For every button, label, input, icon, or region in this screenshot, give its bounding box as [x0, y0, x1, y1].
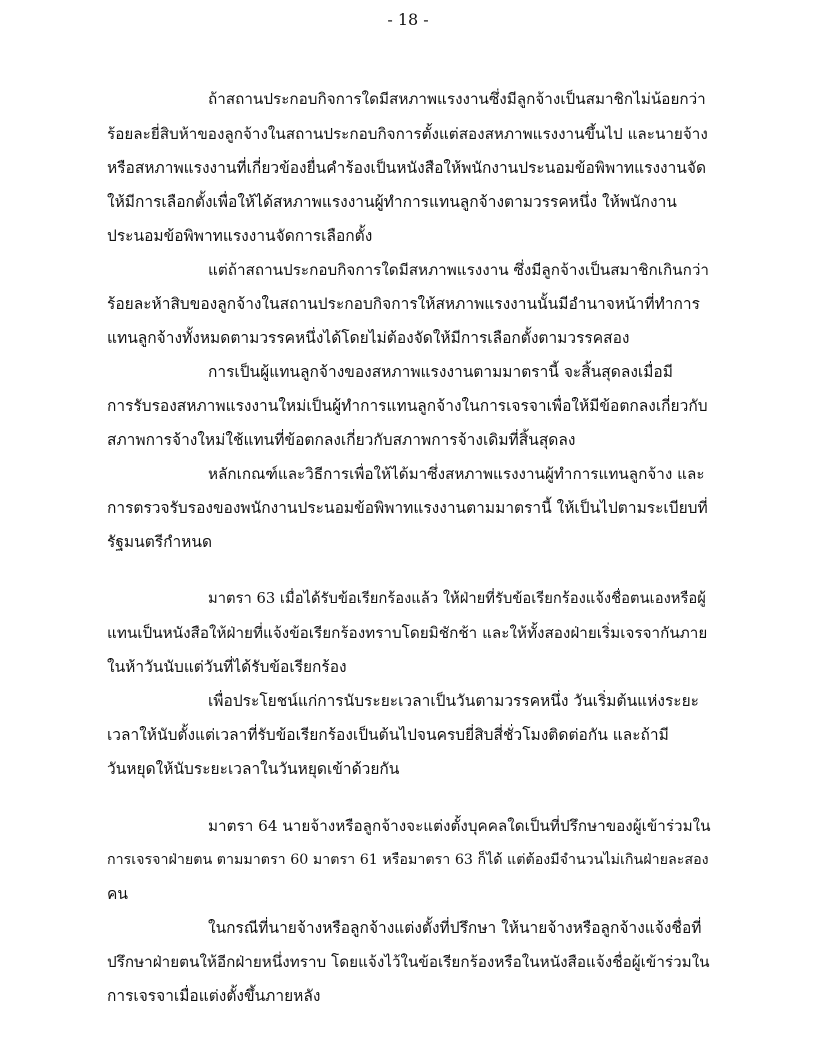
- text-line: มาตรา 64 นายจ้างหรือลูกจ้างจะแต่งตั้งบุคคลใดเป็นที่ปรึกษาของผู้เข้าร่วมใน: [208, 817, 711, 835]
- text-line: คน: [107, 885, 128, 903]
- text-line: หลักเกณฑ์และวิธีการเพื่อให้ได้มาซึ่งสหภาพแรงงานผู้ทำการแทนลูกจ้าง และ: [208, 465, 705, 483]
- text-line: เวลาให้นับตั้งแต่เวลาที่รับข้อเรียกร้องเป็นต้นไปจนครบยี่สิบสี่ชั่วโมงติดต่อกัน และถ้ามี: [107, 726, 669, 744]
- text-line: แต่ถ้าสถานประกอบกิจการใดมีสหภาพแรงงาน ซึ่งมีลูกจ้างเป็นสมาชิกเกินกว่า: [208, 261, 709, 279]
- text-line: สภาพการจ้างใหม่ใช้แทนที่ข้อตกลงเกี่ยวกับสภาพการจ้างเดิมที่สิ้นสุดลง: [107, 431, 576, 449]
- text-line: ประนอมข้อพิพาทแรงงานจัดการเลือกตั้ง: [107, 227, 373, 245]
- text-line: ให้มีการเลือกตั้งเพื่อให้ได้สหภาพแรงงานผู้ทำการแทนลูกจ้างตามวรรคหนึ่ง ให้พนักงาน: [107, 193, 677, 211]
- text-line: เพื่อประโยชน์แก่การนับระยะเวลาเป็นวันตามวรรคหนึ่ง วันเริ่มต้นแห่งระยะ: [208, 692, 700, 710]
- text-line: การรับรองสหภาพแรงงานใหม่เป็นผู้ทำการแทนลูกจ้างในการเจรจาเพื่อให้มีข้อตกลงเกี่ยวกับ: [107, 397, 708, 415]
- text-line: รัฐมนตรีกำหนด: [107, 533, 213, 551]
- text-line: มาตรา 63 เมื่อได้รับข้อเรียกร้องแล้ว ให้ฝ่ายที่รับข้อเรียกร้องแจ้งชื่อตนเองหรือผู้: [208, 590, 706, 607]
- text-line: ปรึกษาฝ่ายตนให้อีกฝ่ายหนึ่งทราบ โดยแจ้งไว้ในข้อเรียกร้องหรือในหนังสือแจ้งชื่อผู้เข้าร่วมใน: [107, 953, 710, 971]
- page-number: - 18 -: [387, 10, 429, 29]
- text-line: การเจรจาฝ่ายตน ตามมาตรา 60 มาตรา 61 หรือมาตรา 63 ก็ได้ แต่ต้องมีจำนวนไม่เกินฝ่ายละสอง: [107, 852, 709, 868]
- text-line: ถ้าสถานประกอบกิจการใดมีสหภาพแรงงานซึ่งมีลูกจ้างเป็นสมาชิกไม่น้อยกว่า: [208, 90, 706, 108]
- text-line: การตรวจรับรองของพนักงานประนอมข้อพิพาทแรงงานตามมาตรานี้ ให้เป็นไปตามระเบียบที่: [107, 499, 708, 517]
- text-line: ในห้าวันนับแต่วันที่ได้รับข้อเรียกร้อง: [107, 658, 347, 676]
- text-line: การเป็นผู้แทนลูกจ้างของสหภาพแรงงานตามมาตรานี้ จะสิ้นสุดลงเมื่อมี: [208, 363, 673, 381]
- text-line: ในกรณีที่นายจ้างหรือลูกจ้างแต่งตั้งที่ปรึกษา ให้นายจ้างหรือลูกจ้างแจ้งชื่อที่: [208, 919, 702, 937]
- text-line: แทนเป็นหนังสือให้ฝ่ายที่แจ้งข้อเรียกร้องทราบโดยมิชักช้า และให้ทั้งสองฝ่ายเริ่มเจรจากันภาย: [107, 624, 708, 642]
- text-line: การเจรจาเมื่อแต่งตั้งขึ้นภายหลัง: [107, 987, 321, 1005]
- text-line: หรือสหภาพแรงงานที่เกี่ยวข้องยื่นคำร้องเป็นหนังสือให้พนักงานประนอมข้อพิพาทแรงงานจัด: [107, 159, 707, 177]
- text-line: ร้อยละยี่สิบห้าของลูกจ้างในสถานประกอบกิจการตั้งแต่สองสหภาพแรงงานขึ้นไป และนายจ้าง: [107, 125, 708, 143]
- text-line: วันหยุดให้นับระยะเวลาในวันหยุดเข้าด้วยกัน: [107, 760, 400, 778]
- text-line: แทนลูกจ้างทั้งหมดตามวรรคหนึ่งได้โดยไม่ต้องจัดให้มีการเลือกตั้งตามวรรคสอง: [107, 329, 630, 347]
- text-line: ร้อยละห้าสิบของลูกจ้างในสถานประกอบกิจการให้สหภาพแรงงานนั้นมีอำนาจหน้าที่ทำการ: [107, 295, 700, 313]
